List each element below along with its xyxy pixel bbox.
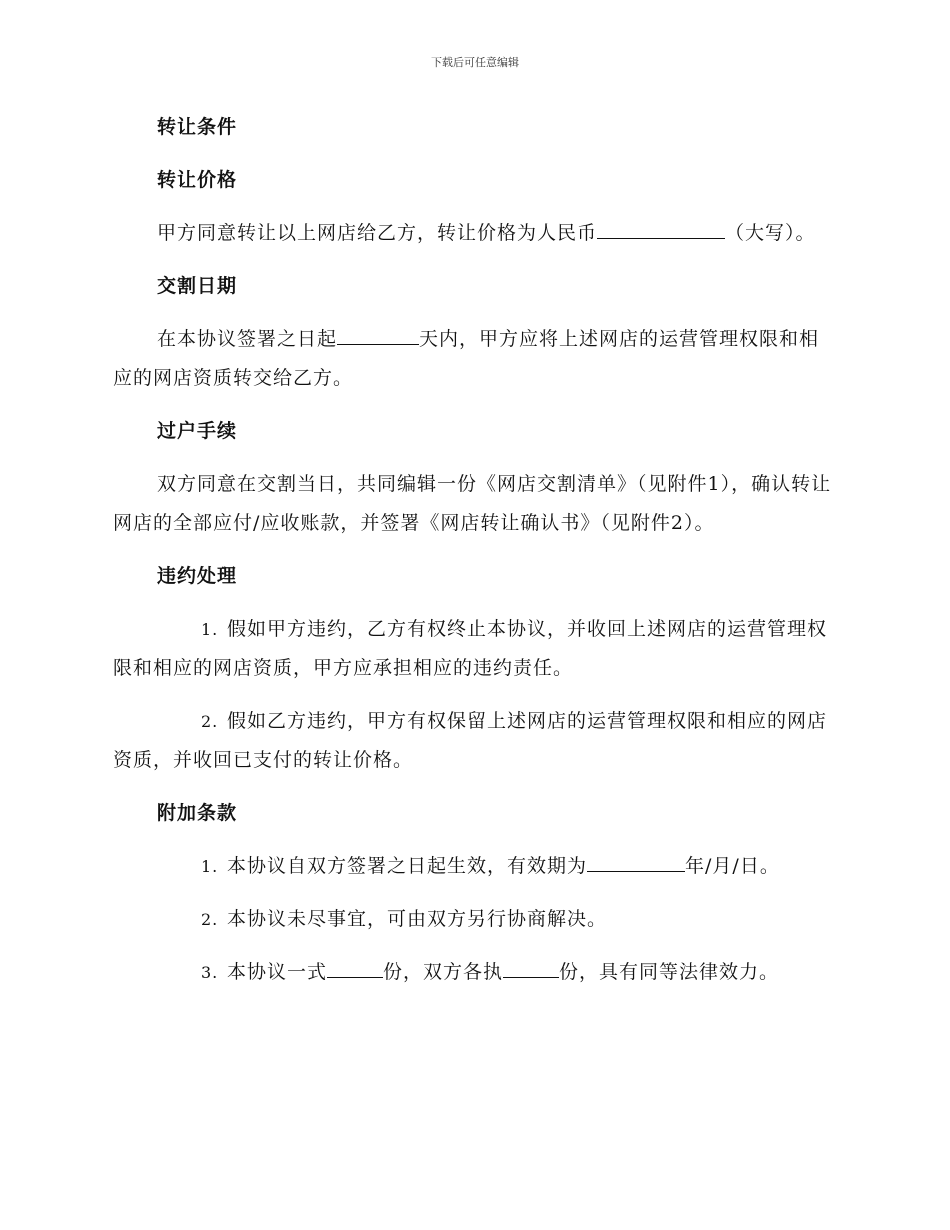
term-blank xyxy=(587,849,685,872)
breach-item-1 xyxy=(113,610,835,688)
list-text-end: 年/月/日。 xyxy=(685,855,780,877)
price-text-end: （大写）。 xyxy=(725,222,816,244)
section-title-breach: 违约处理 xyxy=(157,565,238,587)
transfer-paragraph: 双方同意在交割当日，共同编辑一份《网店交割清单》（见附件1），确认转让网店的全部应付/应收账款，并签署《网店转让确认书》（见附件2）。 xyxy=(113,473,832,534)
list-text-mid: 份，双方各执 xyxy=(383,961,504,983)
list-number: 2. xyxy=(201,910,219,929)
extra-item-3 xyxy=(113,953,835,992)
section-title-conditions: 转让条件 xyxy=(157,116,238,138)
section-title-extra: 附加条款 xyxy=(157,802,238,824)
price-text: 甲方同意转让以上网店给乙方，转让价格为人民币 xyxy=(157,222,598,244)
page-header: 下载后可任意编辑 xyxy=(431,56,519,69)
list-text: 假如乙方违约，甲方有权保留上述网店的运营管理权限和相应的网店资质，并收回已支付的转让价格。 xyxy=(113,710,828,771)
document-body xyxy=(113,108,835,992)
list-number: 1. xyxy=(201,620,219,639)
list-number: 1. xyxy=(201,857,219,876)
each-copies-blank xyxy=(503,955,559,978)
extra-item-1 xyxy=(113,847,835,886)
handover-text-end: 天内，甲方应将上述网店的运营管理权限和相应的网店资质转交给乙方。 xyxy=(113,328,820,389)
section-title-transfer: 过户手续 xyxy=(157,420,238,442)
list-number: 2. xyxy=(201,712,219,731)
copies-blank xyxy=(327,955,383,978)
section-title-price: 转让价格 xyxy=(157,169,238,191)
handover-text: 在本协议签署之日起 xyxy=(157,328,338,350)
list-text-end: 份，具有同等法律效力。 xyxy=(559,961,780,983)
breach-item-2 xyxy=(113,702,835,780)
list-text: 本协议未尽事宜，可由双方另行协商解决。 xyxy=(227,908,608,930)
section-title-handover: 交割日期 xyxy=(157,275,238,297)
list-text: 本协议一式 xyxy=(227,961,328,983)
list-text: 本协议自双方签署之日起生效，有效期为 xyxy=(227,855,588,877)
handover-paragraph xyxy=(113,320,835,398)
list-text: 假如甲方违约，乙方有权终止本协议，并收回上述网店的运营管理权限和相应的网店资质，甲方应承担相应的违约责任。 xyxy=(113,618,828,679)
price-blank xyxy=(597,216,725,239)
extra-item-2 xyxy=(113,900,835,939)
list-number: 3. xyxy=(201,963,219,982)
price-paragraph xyxy=(113,214,835,253)
days-blank xyxy=(337,322,419,345)
